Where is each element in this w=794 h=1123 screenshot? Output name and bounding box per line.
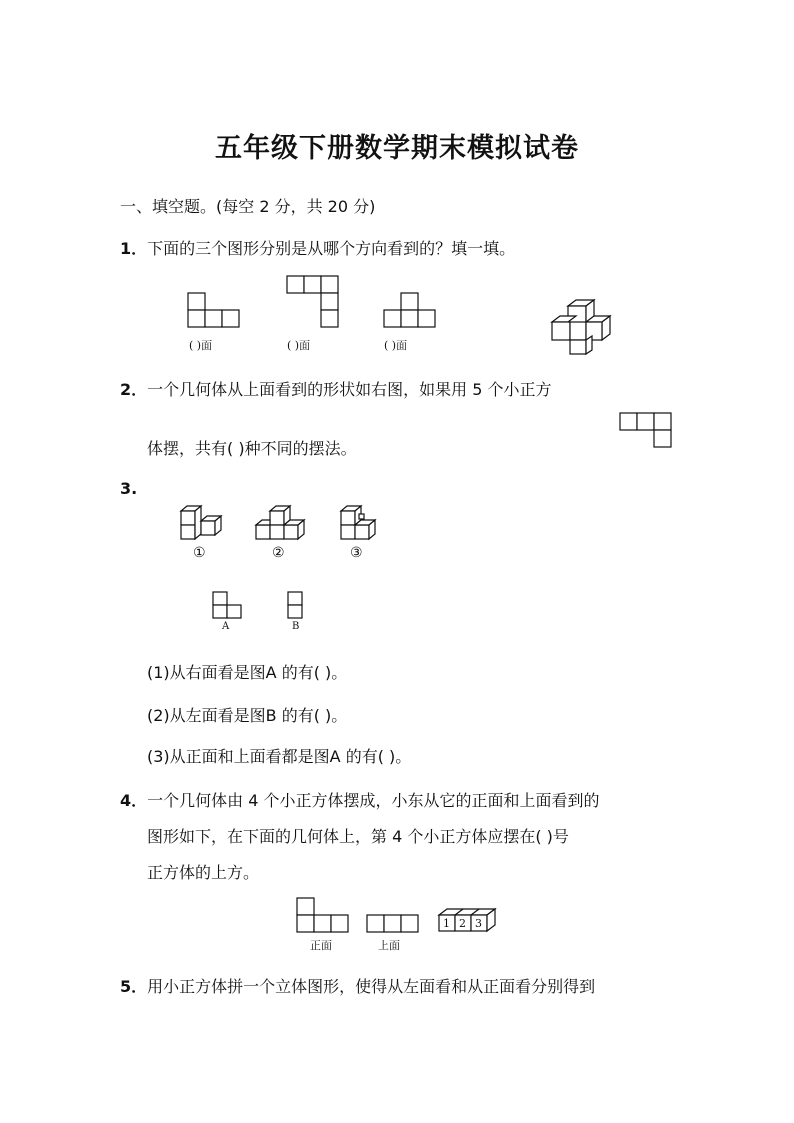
q3-fig-label-1: ①: [193, 545, 206, 561]
question-1: [120, 236, 515, 259]
question-number: 2．: [120, 380, 148, 399]
question-5-line-1: [120, 974, 595, 997]
question-2-line-2: 体摆，共有( )种不同的摆法。: [147, 439, 357, 458]
q3-view-b: [288, 592, 306, 620]
q4-cube-number-1: 1: [443, 917, 450, 930]
question-text: 一个几何体从上面看到的形状如右图，如果用 5 个小正方: [147, 380, 552, 399]
q1-view-3: [384, 293, 438, 329]
q1-label-1: ( )面: [189, 339, 213, 352]
q3-solid-3: [339, 502, 385, 542]
q1-label-2: ( )面: [287, 339, 311, 352]
q4-top-view: [367, 915, 421, 935]
q3-fig-label-2: ②: [272, 545, 285, 561]
question-4-line-2: 图形如下，在下面的几何体上，第 4 个小正方体应摆在( )号: [147, 827, 569, 846]
question-4-line-3: 正方体的上方。: [147, 863, 260, 882]
q1-cube-solid: [548, 298, 612, 356]
question-number: 5．: [120, 977, 148, 996]
q4-front-view: [297, 898, 351, 934]
q4-view-label-top: 上面: [378, 939, 400, 952]
question-4-line-1: [120, 788, 600, 811]
q1-view-1: [188, 293, 242, 329]
q4-cube-number-3: 3: [475, 917, 482, 930]
q2-top-view: [620, 413, 674, 451]
section-heading: 一、填空题。(每空 2 分，共 20 分): [120, 197, 376, 216]
question-number: 4．: [120, 791, 148, 810]
q4-view-label-front: 正面: [310, 939, 332, 952]
q3-sub-1: (1)从右面看是图A 的有( )。: [147, 663, 348, 682]
q4-cube-number-2: 2: [459, 917, 466, 930]
question-text: 用小正方体拼一个立体图形，使得从左面看和从正面看分别得到: [147, 977, 596, 996]
q1-view-2: [287, 276, 341, 330]
q3-sub-3: (3)从正面和上面看都是图A 的有( )。: [147, 747, 412, 766]
question-text: 一个几何体由 4 个小正方体摆成，小东从它的正面和上面看到的: [147, 791, 600, 810]
q3-solid-2: [254, 502, 310, 542]
q3-sub-2: (2)从左面看是图B 的有( )。: [147, 706, 348, 725]
q1-label-3: ( )面: [384, 339, 408, 352]
question-3-number: 3.: [120, 479, 138, 498]
q3-fig-label-3: ③: [350, 545, 363, 561]
q3-view-label-a: A: [222, 621, 230, 632]
page-title: 五年级下册数学期末模拟试卷: [215, 133, 579, 164]
q3-view-a: [213, 592, 245, 620]
question-number: 1．: [120, 239, 148, 258]
question-2-line-1: [120, 377, 552, 400]
q3-solid-1: [179, 502, 225, 542]
question-text: 下面的三个图形分别是从哪个方向看到的？填一填。: [147, 239, 516, 258]
q3-view-label-b: B: [292, 621, 300, 632]
